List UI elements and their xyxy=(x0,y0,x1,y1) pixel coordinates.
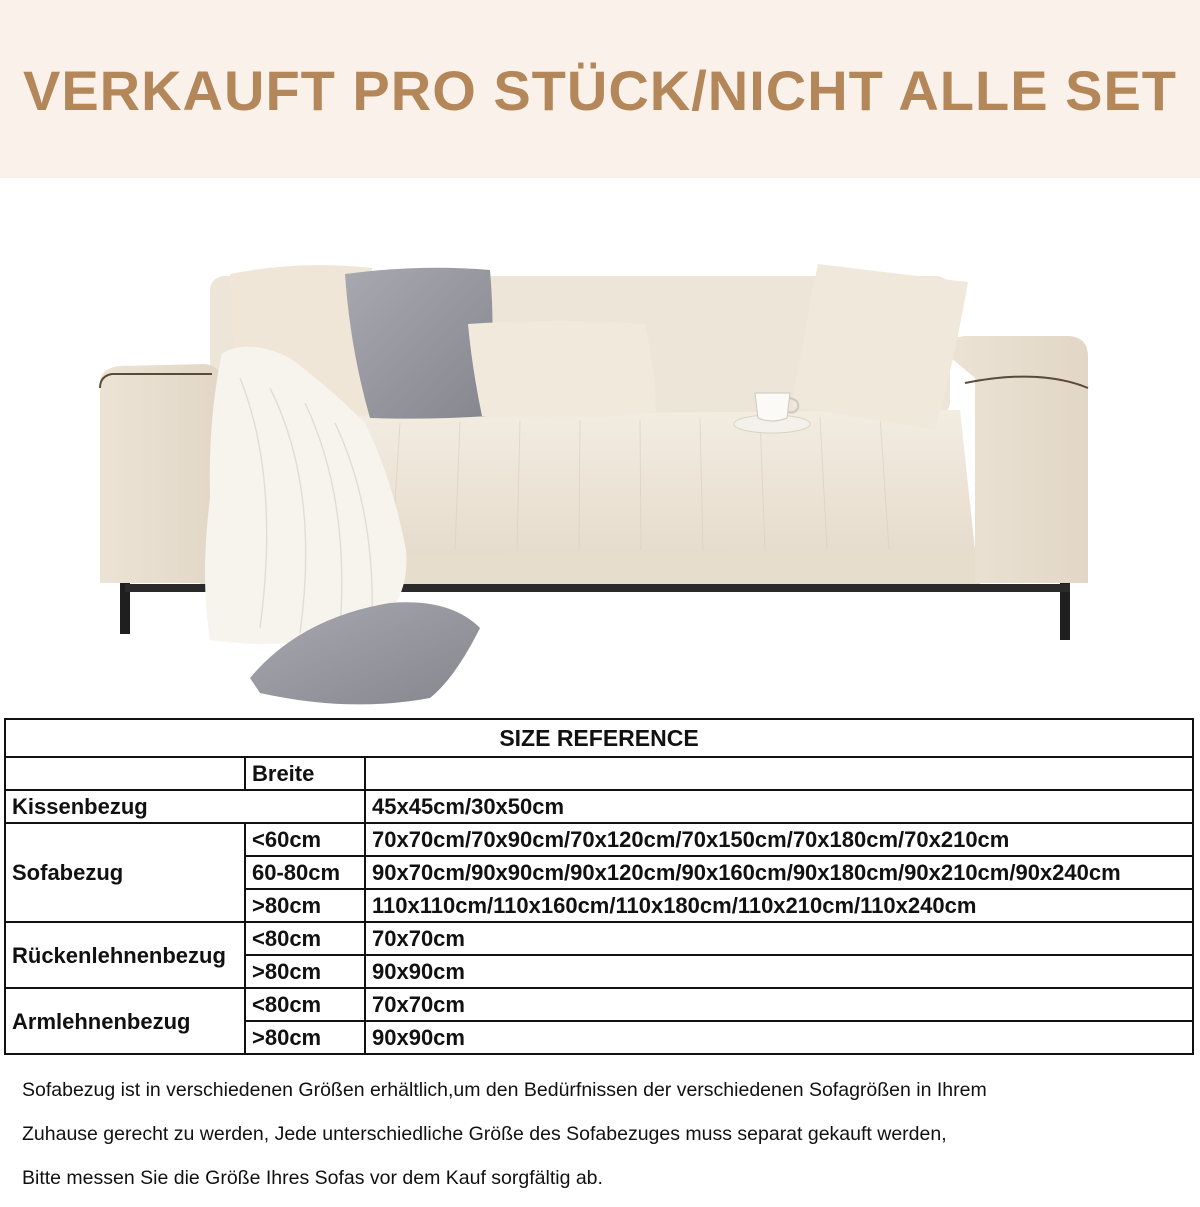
sofa-width: <60cm xyxy=(245,823,365,856)
table-header: SIZE REFERENCE xyxy=(5,719,1193,757)
armrest-width: >80cm xyxy=(245,1021,365,1054)
note-line: Zuhause gerecht zu werden, Jede unterschiedliche Größe des Sofabezuges muss separat gekauft werden, xyxy=(22,1123,947,1145)
column-label-breite: Breite xyxy=(245,757,365,790)
cream-pillow-right xyxy=(792,264,968,430)
notes-block xyxy=(22,1075,1192,1207)
backrest-width: <80cm xyxy=(245,922,365,955)
backrest-cover-label: Rückenlehnenbezug xyxy=(5,922,245,988)
size-reference-table xyxy=(4,718,1194,1055)
cushion-cover-sizes: 45x45cm/30x50cm xyxy=(365,790,1193,823)
armrest-width: <80cm xyxy=(245,988,365,1021)
sofa-sizes: 90x70cm/90x90cm/90x120cm/90x160cm/90x180cm/90x210cm/90x240cm xyxy=(365,856,1193,889)
note-line: Bitte messen Sie die Größe Ihres Sofas vor dem Kauf sorgfältig ab. xyxy=(22,1167,603,1189)
sofa-sizes: 110x110cm/110x160cm/110x180cm/110x210cm/110x240cm xyxy=(365,889,1193,922)
note-line: Sofabezug ist in verschiedenen Größen erhältlich,um den Bedürfnissen der verschiedenen Sofagrößen in Ihrem xyxy=(22,1079,987,1101)
banner-title: VERKAUFT PRO STÜCK/NICHT ALLE SET xyxy=(22,59,1178,122)
sofa-width: 60-80cm xyxy=(245,856,365,889)
backrest-sizes: 70x70cm xyxy=(365,922,1193,955)
tea-cup xyxy=(755,393,790,421)
sofa-left-arm xyxy=(100,364,222,583)
backrest-sizes: 90x90cm xyxy=(365,955,1193,988)
cushion-cover-label: Kissenbezug xyxy=(5,790,365,823)
sofa-cover-label: Sofabezug xyxy=(5,823,245,922)
armrest-sizes: 70x70cm xyxy=(365,988,1193,1021)
cream-pillow-small xyxy=(468,321,656,418)
armrest-sizes: 90x90cm xyxy=(365,1021,1193,1054)
table-cell xyxy=(5,757,245,790)
armrest-cover-label: Armlehnenbezug xyxy=(5,988,245,1054)
sofa-width: >80cm xyxy=(245,889,365,922)
backrest-width: >80cm xyxy=(245,955,365,988)
top-banner xyxy=(0,0,1200,178)
sofa-product-image xyxy=(0,178,1200,713)
sofa-sizes: 70x70cm/70x90cm/70x120cm/70x150cm/70x180cm/70x210cm xyxy=(365,823,1193,856)
table-cell xyxy=(365,757,1193,790)
